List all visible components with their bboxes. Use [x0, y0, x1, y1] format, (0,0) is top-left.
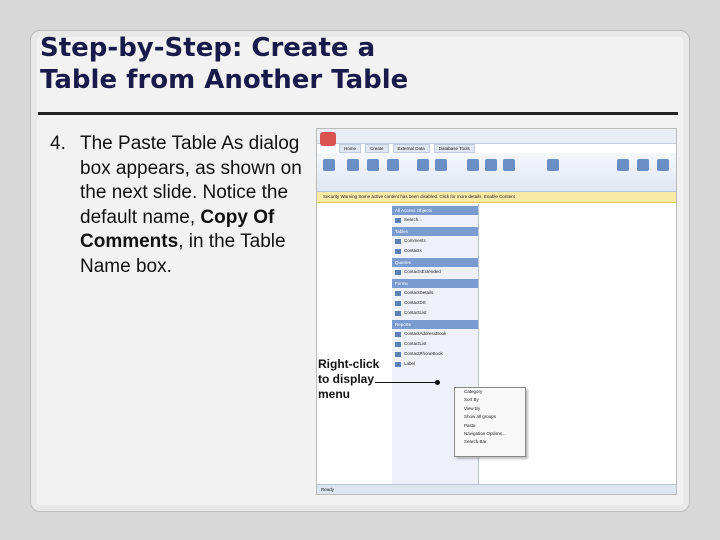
nav-item: Comments	[392, 236, 478, 246]
tab-create: Create	[365, 144, 389, 153]
context-menu	[454, 387, 526, 457]
group-forms: Forms	[392, 279, 478, 288]
nav-item: ContactsExtended	[392, 267, 478, 277]
query-wizard-icon	[417, 159, 429, 171]
group-queries: Queries	[392, 258, 478, 267]
navigation-icon	[547, 159, 559, 171]
group-tables: Tables	[392, 227, 478, 236]
status-bar: Ready	[317, 484, 677, 494]
title-bar	[317, 129, 676, 144]
callout-line-2: to display	[318, 372, 375, 386]
slide-title	[40, 32, 460, 96]
nav-item: ContactList	[392, 339, 478, 349]
menu-item-category: Category	[464, 389, 483, 394]
nav-search: Search...	[392, 215, 478, 225]
menu-item-view-by: View By	[464, 405, 481, 411]
tab-external-data: External Data	[393, 144, 430, 153]
ribbon-tabs	[339, 144, 475, 153]
callout-line-1: Right-click	[318, 357, 380, 371]
nav-item: ContactPhoneBook	[392, 349, 478, 359]
title-line-2: Table from Another Table	[40, 65, 409, 95]
blank-form-icon	[503, 159, 515, 171]
title-rule	[38, 112, 678, 115]
callout-leader-dot	[435, 380, 440, 385]
report-design-icon	[637, 159, 649, 171]
office-button-icon	[320, 132, 336, 146]
group-reports: Reports	[392, 320, 478, 329]
callout-line-3: menu	[318, 387, 351, 401]
menu-item-search-bar: Search Bar	[464, 439, 487, 445]
nav-item: ContactDetails	[392, 288, 478, 298]
sharepoint-lists-icon	[387, 159, 399, 171]
tab-home: Home	[339, 144, 361, 153]
menu-item-sort-by: Sort By	[464, 397, 479, 403]
query-design-icon	[435, 159, 447, 171]
nav-item: Contacts	[392, 246, 478, 256]
title-line-1: Step-by-Step: Create a	[40, 33, 376, 63]
menu-item-paste: Paste	[464, 422, 476, 428]
access-screenshot	[316, 128, 677, 495]
tab-database-tools: Database Tools	[434, 144, 475, 153]
callout-label	[318, 357, 379, 402]
report-icon	[617, 159, 629, 171]
table-icon	[347, 159, 359, 171]
blank-report-icon	[657, 159, 669, 171]
table-design-icon	[367, 159, 379, 171]
bullet-text: The Paste Table As dialog box appears, as shown on the next slide. Notice the default name, Copy Of Comments, in the Table Name box.	[80, 133, 302, 277]
nav-header: All Access Objects	[392, 206, 478, 215]
menu-item-navigation-options: Navigation Options...	[464, 430, 506, 436]
ribbon	[317, 153, 676, 192]
form-icon	[467, 159, 479, 171]
callout-leader-line	[375, 382, 437, 383]
bullet-number: 4.	[50, 133, 66, 154]
nav-item: Label	[392, 359, 478, 369]
menu-item-show-all-groups: Show all groups	[464, 414, 497, 420]
nav-item: ContactAddressBook	[392, 329, 478, 339]
security-warning-bar: Security Warning Some active content has been disabled. Click for more details. Enable Content	[317, 192, 677, 203]
application-parts-icon	[323, 159, 335, 171]
nav-item: ContactList	[392, 308, 478, 318]
form-design-icon	[485, 159, 497, 171]
nav-item: ContactDS	[392, 298, 478, 308]
